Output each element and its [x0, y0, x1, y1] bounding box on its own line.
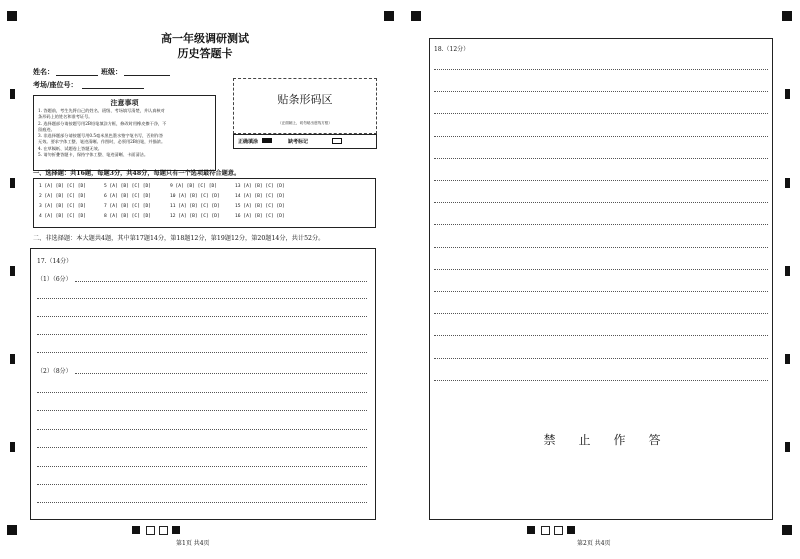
notice-title: 注意事项 [110, 98, 139, 107]
forbid-char: 作 [613, 433, 626, 447]
answer-line [37, 316, 367, 317]
class-label: 班级： [101, 67, 122, 76]
name-label: 姓名： [33, 67, 54, 76]
code-mark-empty [146, 526, 155, 535]
mc-item[interactable]: 14 [A] [B] [C] [D] [235, 194, 285, 199]
barcode-label: 贴条形码区 [277, 93, 333, 106]
answer-line [434, 202, 768, 203]
answer-line [37, 392, 367, 393]
code-mark [567, 526, 575, 534]
registration-mark [782, 11, 792, 21]
answer-line [434, 180, 768, 181]
answer-line [37, 466, 367, 467]
answer-line [434, 69, 768, 70]
answer-line [434, 313, 768, 314]
notice-line: 无效。要求字体工整、笔迹清晰。作图时，必须用2B铅笔，并描浓。 [38, 139, 166, 145]
absent-mark-label: 缺考标记 [288, 139, 309, 145]
class-field[interactable] [124, 75, 170, 76]
answer-line [434, 158, 768, 159]
notice-line: 条形码上的姓名和准考证号。 [38, 114, 93, 120]
answer-line [434, 113, 768, 114]
timing-mark [785, 89, 790, 99]
timing-mark [10, 442, 15, 452]
mc-item[interactable]: 2 [A] [B] [C] [D] [39, 194, 87, 199]
section1-title: 一、选择题：共16题，每题3分，共48分，每题只有一个选项最符合题意。 [33, 170, 241, 177]
code-mark [172, 526, 180, 534]
forbid-char: 止 [578, 433, 591, 447]
exam-subtitle: 历史答题卡 [177, 47, 233, 60]
q17-answer-box[interactable] [30, 248, 376, 520]
answer-line [75, 373, 367, 374]
answer-line [434, 247, 768, 248]
mc-answer-box [33, 178, 376, 228]
mc-item[interactable]: 1 [A] [B] [C] [D] [39, 184, 87, 189]
answer-line [37, 334, 367, 335]
timing-mark [785, 266, 790, 276]
answer-line [37, 447, 367, 448]
room-seat-field[interactable] [82, 88, 144, 89]
answer-line [434, 380, 768, 381]
answer-line [434, 269, 768, 270]
q17-part1-label: （1）（6分） [37, 276, 72, 283]
notice-box [33, 95, 216, 171]
registration-mark [782, 525, 792, 535]
correct-fill-label: 正确填涂 [238, 139, 259, 145]
mc-item[interactable]: 11 [A] [B] [C] [D] [170, 204, 220, 209]
notice-line: 4. 在草稿纸、试题卷上答题无效。 [38, 145, 102, 151]
mc-item[interactable]: 9 [A] [B] [C] [D] [170, 184, 218, 189]
barcode-area [233, 78, 377, 134]
mc-item[interactable]: 8 [A] [B] [C] [D] [104, 214, 152, 219]
answer-line [434, 358, 768, 359]
answer-line [75, 281, 367, 282]
registration-mark [7, 11, 17, 21]
code-mark-empty [159, 526, 168, 535]
notice-line: 留痕迹。 [38, 126, 55, 132]
answer-line [434, 291, 768, 292]
mc-item[interactable]: 15 [A] [B] [C] [D] [235, 204, 285, 209]
q18-answer-box[interactable] [429, 38, 773, 520]
mc-item[interactable]: 12 [A] [B] [C] [D] [170, 214, 220, 219]
notice-line: 5. 请勿折叠答题卡，保持字体工整、笔迹清晰、卡面清洁。 [38, 152, 149, 158]
absent-mark-checkbox[interactable] [332, 138, 342, 144]
q17-part2-label: （2）（8分） [37, 368, 72, 375]
no-answer-zone-label [532, 431, 672, 448]
notice-line: 2. 选择题部分请按题号用2B铅笔填涂方框，修改时用橡皮擦干净，不 [38, 120, 167, 126]
registration-mark [7, 525, 17, 535]
timing-mark [785, 178, 790, 188]
code-mark-empty [541, 526, 550, 535]
timing-mark [10, 89, 15, 99]
mc-item[interactable]: 3 [A] [B] [C] [D] [39, 204, 87, 209]
answer-line [37, 410, 367, 411]
forbid-char: 答 [648, 433, 661, 447]
exam-title: 高一年级调研测试 [161, 32, 249, 45]
answer-line [37, 502, 367, 503]
code-mark [527, 526, 535, 534]
mc-item[interactable]: 6 [A] [B] [C] [D] [104, 194, 152, 199]
timing-mark [10, 266, 15, 276]
mc-item[interactable]: 7 [A] [B] [C] [D] [104, 204, 152, 209]
code-mark-empty [554, 526, 563, 535]
mc-item[interactable]: 10 [A] [B] [C] [D] [170, 194, 220, 199]
answer-line [37, 298, 367, 299]
mc-item[interactable]: 13 [A] [B] [C] [D] [235, 184, 285, 189]
answer-line [37, 352, 367, 353]
registration-mark [411, 11, 421, 21]
room-seat-label: 考场/座位号： [33, 80, 78, 89]
timing-mark [785, 354, 790, 364]
barcode-note: （正面朝上，切勿贴出虚线方框） [278, 121, 332, 125]
q17-label: 17.（14分） [37, 258, 73, 265]
page-number-right: 第2页 共4页 [577, 540, 611, 547]
filled-box-icon [262, 138, 272, 143]
notice-line: 3. 非选择题部分请按题号用0.5毫米黑色墨水签字笔书写，否则作答 [38, 133, 164, 139]
mc-item[interactable]: 16 [A] [B] [C] [D] [235, 214, 285, 219]
page-number-left: 第1页 共4页 [176, 540, 210, 547]
answer-line [434, 335, 768, 336]
notice-line: 1. 答题前，考生先将自己的姓名、班级、考场填写清楚，并认真核对 [38, 108, 165, 113]
name-field[interactable] [56, 75, 98, 76]
timing-mark [10, 178, 15, 188]
timing-mark [10, 354, 15, 364]
answer-line [434, 136, 768, 137]
registration-mark [384, 11, 394, 21]
fill-example-box [233, 134, 377, 149]
mc-item[interactable]: 5 [A] [B] [C] [D] [104, 184, 152, 189]
code-mark [132, 526, 140, 534]
q18-label: 18.（12分） [434, 46, 470, 53]
mc-item[interactable]: 4 [A] [B] [C] [D] [39, 214, 87, 219]
timing-mark [785, 442, 790, 452]
answer-line [434, 224, 768, 225]
answer-line [434, 91, 768, 92]
answer-line [37, 484, 367, 485]
answer-line [37, 429, 367, 430]
forbid-char: 禁 [543, 433, 556, 447]
section2-title: 二、非选择题：本大题共4题，其中第17题14分，第18题12分，第19题12分，第20题14分，共计52分。 [33, 235, 325, 242]
